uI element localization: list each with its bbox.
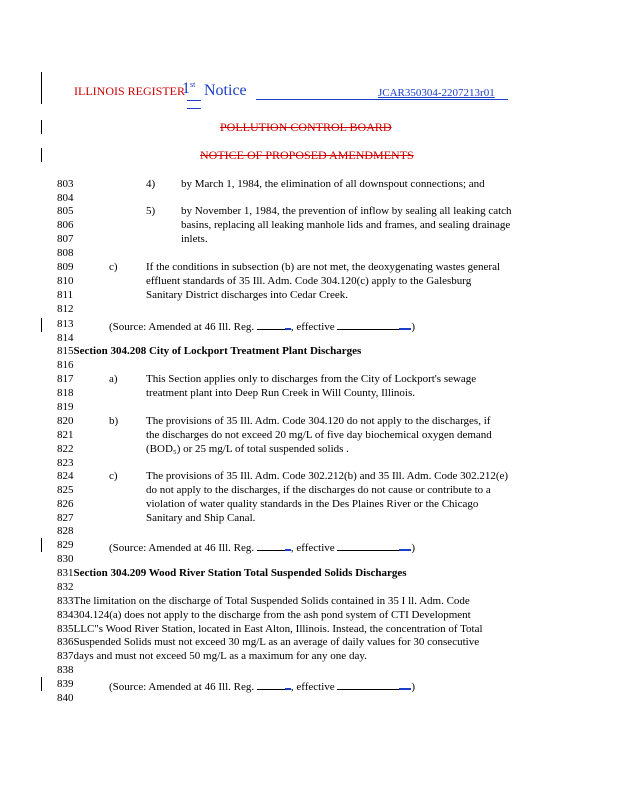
body-text: basins, replacing all leaking manhole lids and frames, and sealing drainage	[181, 219, 511, 231]
line-number: 807	[57, 233, 74, 245]
source-text: (Source: Amended at 46 Ill. Reg.	[109, 321, 255, 333]
close-paren: )	[411, 681, 416, 693]
body-text: The provisions of 35 Ill. Adm. Code 302.212(b) and 35 Ill. Adm. Code 302.212(e)	[146, 470, 509, 482]
effective-label: effective	[296, 681, 335, 693]
section-heading: Section 304.209 Wood River Station Total Suspended Solids Discharges	[73, 567, 407, 579]
body-text: Sanitary District discharges into Cedar Creek.	[146, 289, 349, 301]
line-number: 830	[57, 553, 74, 565]
section-heading-row	[57, 567, 407, 580]
line-number: 822	[57, 443, 74, 455]
line-number: 826	[57, 498, 74, 510]
insert-mark	[285, 539, 291, 551]
line-number: 808	[57, 247, 74, 259]
change-bar	[41, 538, 42, 552]
section-heading-row	[57, 345, 361, 358]
line-number: 828	[57, 525, 74, 537]
item-label: b)	[109, 415, 119, 427]
paragraph-line	[57, 595, 470, 608]
register-blank	[257, 679, 285, 690]
body-text: treatment plant into Deep Run Creek in Will County, Illinois.	[146, 387, 416, 399]
source-note: (Source: Amended at 46 Ill. Reg. , effective )	[109, 318, 415, 334]
line-number: 840	[57, 692, 74, 704]
page-marker	[182, 80, 195, 98]
source-note: (Source: Amended at 46 Ill. Reg. , effective )	[109, 539, 415, 555]
line-number: 810	[57, 275, 74, 287]
register-blank	[257, 319, 285, 330]
line-number: 820	[57, 415, 74, 427]
line-number: 838	[57, 664, 74, 676]
line-number: 832	[57, 581, 74, 593]
notice-title: Notice	[204, 82, 247, 99]
close-paren: )	[411, 321, 416, 333]
body-text: by November 1, 1984, the prevention of inflow by sealing all leaking catch	[181, 205, 512, 217]
line-number: 834	[57, 609, 74, 621]
body-text: by March 1, 1984, the elimination of all downspout connections; and	[181, 178, 485, 190]
line-number: 815	[57, 345, 74, 357]
register-blank	[257, 540, 285, 551]
body-text: LLC"s Wood River Station, located in East Alton, Illinois. Instead, the concentration of Total	[73, 623, 483, 635]
item-label: 5)	[146, 205, 156, 217]
body-text: violation of water quality standards in the Des Plaines River or the Chicago	[146, 498, 479, 510]
line-number: 825	[57, 484, 74, 496]
page-number: 1	[182, 80, 190, 97]
body-text: do not apply to the discharges, if the discharges do not cause or contribute to a	[146, 484, 491, 496]
line-number: 824	[57, 470, 74, 482]
change-bar	[41, 677, 42, 691]
line-number: 827	[57, 512, 74, 524]
close-paren: )	[411, 542, 416, 554]
register-header	[74, 84, 185, 99]
insert-mark	[399, 678, 411, 690]
paragraph-line	[57, 623, 483, 636]
line-number: 814	[57, 332, 74, 344]
effective-label: effective	[296, 321, 335, 333]
paragraph-line	[57, 636, 479, 649]
notice-type: NOTICE OF PROPOSED AMENDMENTS	[200, 148, 414, 162]
body-text: Sanitary and Ship Canal.	[146, 512, 256, 524]
line-number: 805	[57, 205, 74, 217]
source-text: (Source: Amended at 46 Ill. Reg.	[109, 542, 255, 554]
body-text: inlets.	[181, 233, 208, 245]
line-number: 817	[57, 373, 74, 385]
line-number: 835	[57, 623, 74, 635]
change-bar	[41, 318, 42, 332]
line-number: 811	[57, 289, 74, 301]
line-number: 823	[57, 457, 74, 469]
effective-blank	[337, 319, 399, 330]
change-bar	[41, 72, 42, 104]
line-number: 831	[57, 567, 74, 579]
effective-blank	[337, 540, 399, 551]
line-number: 829	[57, 539, 74, 551]
effective-blank	[337, 679, 399, 690]
paragraph-line	[57, 650, 367, 663]
paragraph-line	[57, 609, 471, 622]
body-text: days and must not exceed 50 mg/L as a maximum for any one day.	[73, 650, 367, 662]
line-number: 816	[57, 359, 74, 371]
line-number: 806	[57, 219, 74, 231]
item-label: 4)	[146, 178, 156, 190]
body-text: (BOD₅) or 25 mg/L of total suspended solids .	[146, 443, 349, 455]
source-note: (Source: Amended at 46 Ill. Reg. , effective )	[109, 678, 415, 694]
register-title: ILLINOIS REGISTER	[74, 84, 185, 98]
insert-mark	[399, 539, 411, 551]
body-text: This Section applies only to discharges from the City of Lockport's sewage	[146, 373, 477, 385]
double-underline-mark	[187, 100, 201, 109]
page-superscript: st	[190, 80, 196, 89]
source-text: (Source: Amended at 46 Ill. Reg.	[109, 681, 255, 693]
effective-label: effective	[296, 542, 335, 554]
insert-mark	[399, 318, 411, 330]
line-number: 836	[57, 636, 74, 648]
line-number: 809	[57, 261, 74, 273]
section-heading: Section 304.208 City of Lockport Treatment Plant Discharges	[73, 345, 362, 357]
body-text: If the conditions in subsection (b) are not met, the deoxygenating wastes general	[146, 261, 501, 273]
line-number: 821	[57, 429, 74, 441]
item-label: a)	[109, 373, 118, 385]
body-text: the discharges do not exceed 20 mg/L of five day biochemical oxygen demand	[146, 429, 492, 441]
insert-mark	[285, 318, 291, 330]
body-text: The provisions of 35 Ill. Adm. Code 304.120 do not apply to the discharges, if	[146, 415, 491, 427]
insert-mark	[285, 678, 291, 690]
body-text: The limitation on the discharge of Total Suspended Solids contained in 35 I ll. Adm. Code	[73, 595, 470, 607]
item-label: c)	[109, 470, 118, 482]
line-number: 812	[57, 303, 74, 315]
change-bar	[41, 120, 42, 134]
line-number: 839	[57, 678, 74, 690]
body-text: effluent standards of 35 Ill. Adm. Code 304.120(c) apply to the Galesburg	[146, 275, 472, 287]
line-number: 804	[57, 192, 74, 204]
agency-name: POLLUTION CONTROL BOARD	[220, 120, 392, 134]
body-text: 304.124(a) does not apply to the discharge from the ash pond system of CTI Development	[73, 609, 471, 621]
line-number: 803	[57, 178, 74, 190]
item-label: c)	[109, 261, 118, 273]
line-number: 819	[57, 401, 74, 413]
line-number: 818	[57, 387, 74, 399]
jcar-code: JCAR350304-2207213r01	[378, 87, 495, 99]
body-text: Suspended Solids must not exceed 30 mg/L as an average of daily values for 30 consecutive	[73, 636, 480, 648]
line-number: 833	[57, 595, 74, 607]
header-rule	[256, 99, 508, 100]
line-number: 813	[57, 318, 74, 330]
change-bar	[41, 148, 42, 162]
line-number: 837	[57, 650, 74, 662]
